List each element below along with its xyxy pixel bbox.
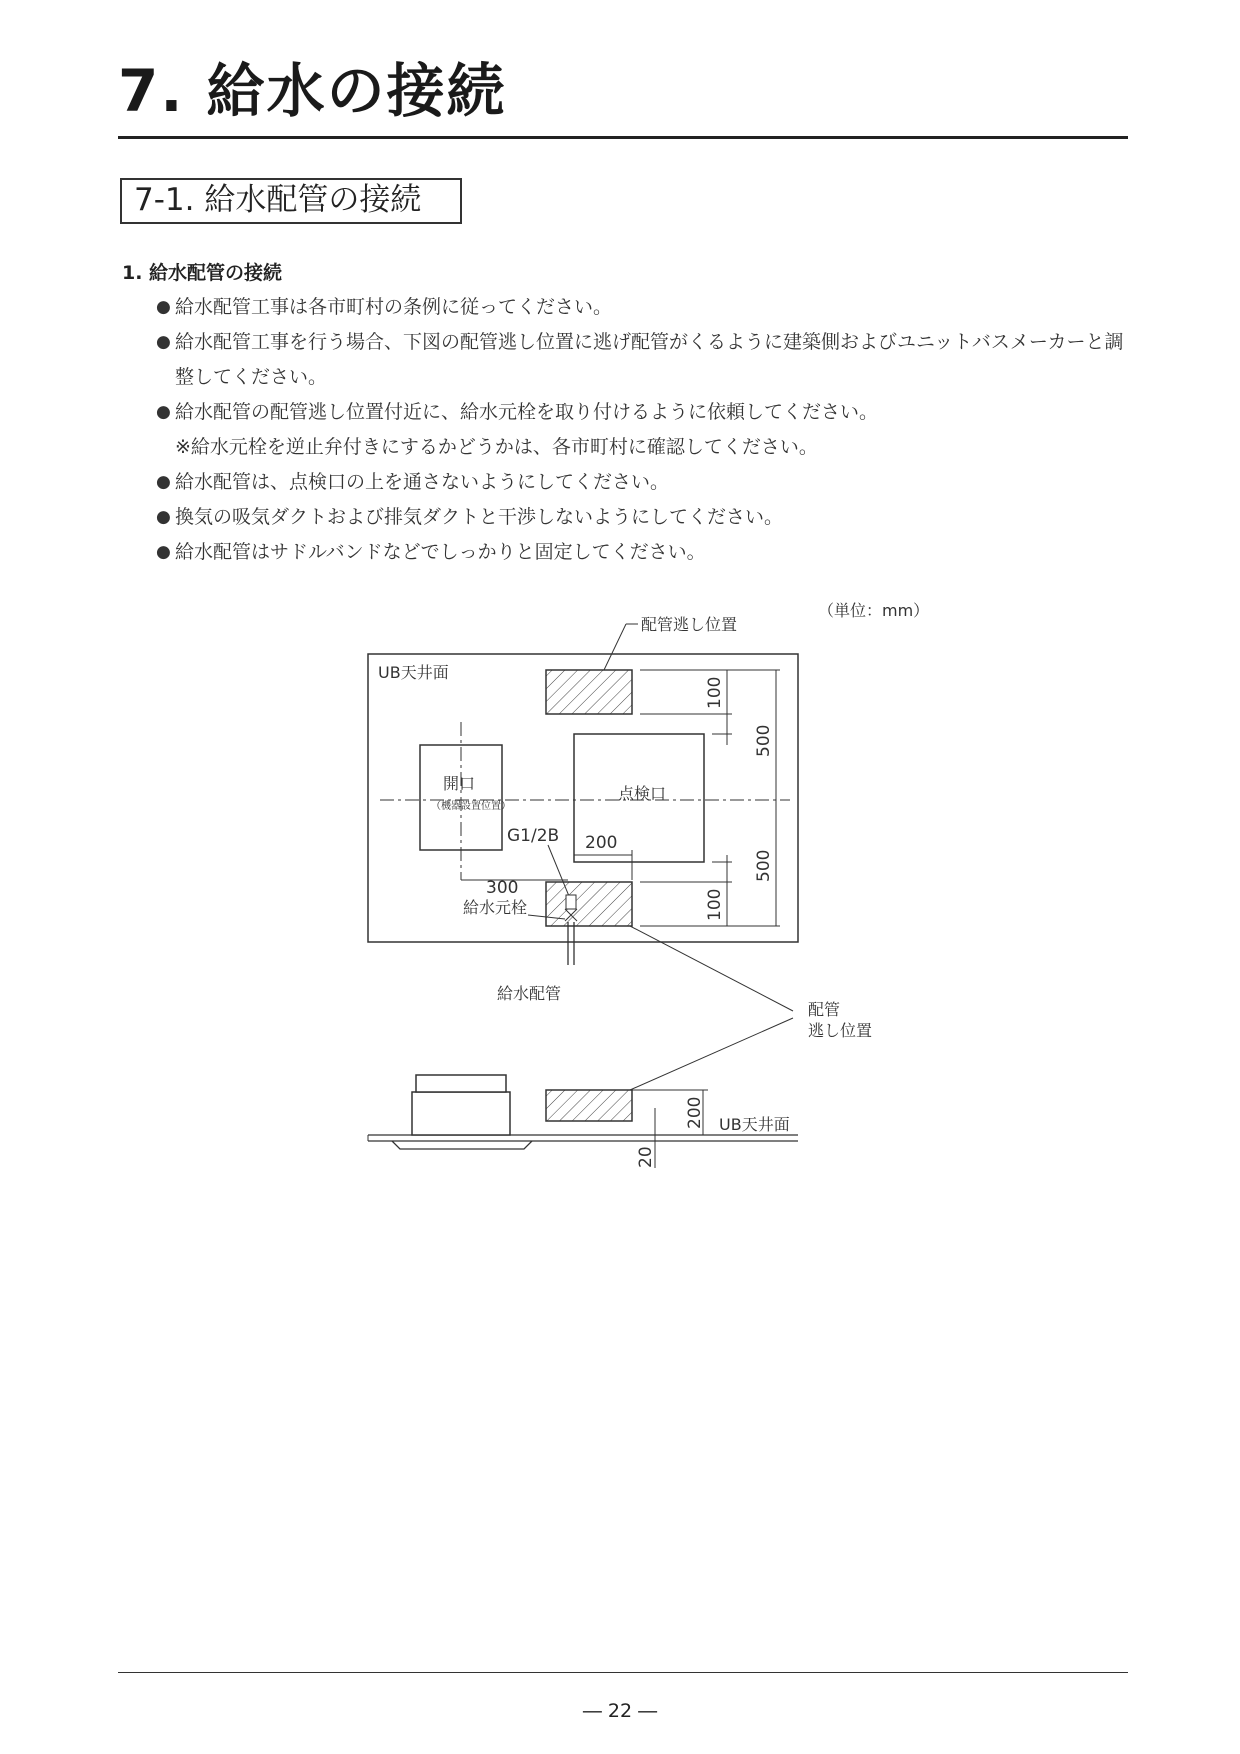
pipe-escape-zone-bottom: [546, 882, 632, 926]
page-title: 7. 給水の接続: [118, 57, 507, 125]
dim-500-top: 500: [754, 724, 774, 757]
dim-500-bottom: 500: [754, 849, 774, 882]
opening-sub-label: （機器設置位置）: [431, 801, 511, 812]
valve-label: 給水元栓: [463, 898, 528, 917]
inspection-label: 点検口: [618, 784, 667, 803]
pipe-escape-top-label: 配管逃し位置: [641, 615, 738, 634]
opening-label: 開口: [443, 774, 476, 793]
list-item: ● 給水配管の配管逃し位置付近に、給水元栓を取り付けるように依頼してください。: [156, 395, 1136, 430]
g12b-label: G1/2B: [507, 826, 560, 846]
unit-collar: [416, 1075, 506, 1092]
unit-label: （単位：mm）: [818, 601, 930, 620]
list-item: ● 給水配管工事を行う場合、下図の配管逃し位置に逃げ配管がくるように建築側およびユニットバスメーカーと調整してください。: [156, 325, 1136, 395]
dim-200-side: 200: [685, 1096, 705, 1129]
leader-line: [630, 926, 793, 1011]
note-item: ※給水元栓を逆止弁付きにするかどうかは、各市町村に確認してください。: [175, 436, 818, 458]
section-title: 7-1. 給水配管の接続: [134, 182, 422, 218]
list-item: ● 給水配管はサドルバンドなどでしっかりと固定してください。: [156, 535, 1136, 570]
pipe-escape-side-label-1: 配管: [808, 1000, 841, 1019]
list-item: ● 給水配管は、点検口の上を通さないようにしてください。: [156, 465, 1136, 500]
leader-line: [630, 1018, 793, 1090]
pipe-escape-zone-top: [546, 670, 632, 714]
ub-ceiling-label: UB天井面: [378, 663, 449, 682]
list-item: ● 換気の吸気ダクトおよび排気ダクトと干渉しないようにしてください。: [156, 500, 1136, 535]
pipe-escape-zone-section: [546, 1090, 632, 1121]
valve-body: [566, 895, 576, 909]
page-number: ― 22 ―: [582, 1700, 658, 1722]
ub-ceiling-side-label: UB天井面: [719, 1115, 790, 1134]
list-item: ● 給水配管工事は各市町村の条例に従ってください。: [156, 290, 1136, 325]
dim-300: 300: [486, 878, 519, 898]
unit-body: [412, 1092, 510, 1135]
pipe-escape-side-label-2: 逃し位置: [808, 1021, 873, 1040]
unit-grille: [392, 1141, 532, 1149]
supply-pipe-label: 給水配管: [497, 984, 562, 1003]
footer-rule: [118, 1672, 1128, 1673]
dim-20: 20: [636, 1146, 656, 1168]
dim-100-top: 100: [705, 676, 725, 709]
item-heading: 1. 給水配管の接続: [122, 262, 283, 284]
dim-100-bottom: 100: [705, 888, 725, 921]
dim-200: 200: [585, 833, 618, 853]
leader-line: [604, 624, 626, 670]
